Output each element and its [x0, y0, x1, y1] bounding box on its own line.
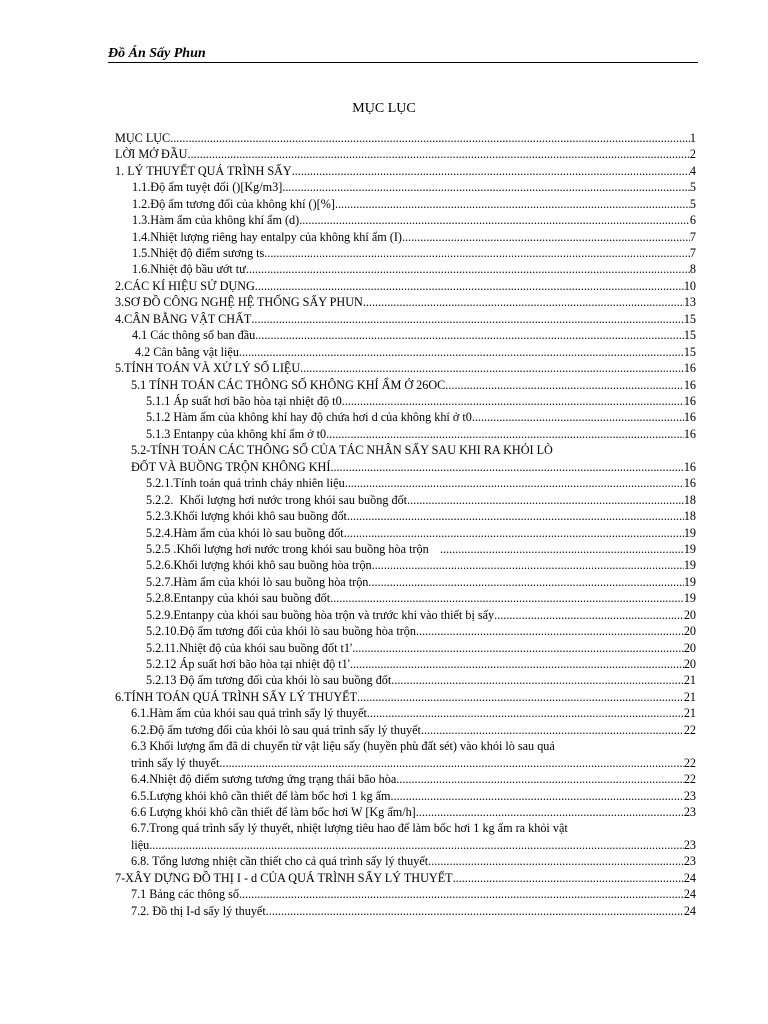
- toc-entry[interactable]: [115, 607, 696, 623]
- toc-leader-dots: [372, 557, 684, 573]
- toc-entry[interactable]: [115, 541, 696, 557]
- toc-entry-label: 6.2.Độ ẩm tương đối của khói lò sau quá trình sấy lý thuyết: [131, 722, 421, 737]
- toc-page-number: 23: [683, 804, 696, 819]
- toc-page-number: 21: [683, 673, 696, 688]
- toc-leader-dots: [255, 327, 684, 343]
- toc-entry-label: 5.2.10.Độ ẩm tương đối của khói lò sau buồng hòa trộn: [146, 624, 416, 639]
- toc-entry[interactable]: [115, 557, 696, 573]
- toc-entry[interactable]: [115, 771, 696, 787]
- toc-page-number: 22: [683, 772, 696, 787]
- toc-entry[interactable]: [115, 229, 696, 245]
- toc-entry-label: 1. LÝ THUYẾT QUÁ TRÌNH SẤY: [115, 163, 292, 178]
- toc-page-number: 16: [683, 476, 696, 491]
- toc-leader-dots: [494, 607, 684, 623]
- toc-leader-dots: [251, 311, 683, 327]
- toc-leader-dots: [416, 623, 684, 639]
- table-of-contents: [115, 130, 696, 919]
- toc-entry[interactable]: [115, 377, 696, 393]
- toc-page-number: 22: [683, 755, 696, 770]
- toc-entry-label: 7.1 Bảng các thông số: [131, 887, 239, 902]
- toc-entry[interactable]: [115, 344, 696, 360]
- toc-entry-label: 5.2.2. Khối lượng hơi nước trong khói sau buồng đốt: [146, 492, 408, 507]
- toc-leader-dots: [342, 393, 684, 409]
- toc-entry[interactable]: [115, 294, 696, 310]
- toc-entry-label: 4.2 Cân bằng vật liệu: [135, 344, 239, 359]
- toc-entry[interactable]: [115, 870, 696, 886]
- toc-leader-dots: [344, 525, 684, 541]
- toc-entry[interactable]: [115, 245, 696, 261]
- toc-entry[interactable]: [115, 475, 696, 491]
- toc-entry-label: 5.2-TÍNH TOÁN CÁC THÔNG SỐ CỦA TÁC NHÂN SẤY SAU KHI RA KHỎI LÒ: [131, 443, 553, 458]
- toc-entry[interactable]: [115, 393, 696, 409]
- toc-page-number: 7: [689, 246, 696, 261]
- toc-leader-dots: [402, 229, 690, 245]
- toc-page-number: 19: [683, 541, 696, 556]
- toc-entry[interactable]: [115, 409, 696, 425]
- toc-entry-label: 5.2.9.Entanpy của khói sau buồng hòa trộn và trước khi vào thiết bị sấy: [146, 607, 495, 622]
- toc-leader-dots: [187, 146, 689, 162]
- toc-entry[interactable]: [115, 738, 696, 771]
- toc-entry[interactable]: [115, 590, 696, 606]
- toc-entry-label: 7.2. Đồ thị I-d sấy lý thuyết: [131, 903, 266, 918]
- toc-leader-dots: [368, 574, 683, 590]
- toc-leader-dots: [391, 672, 684, 688]
- toc-page-number: 19: [683, 558, 696, 573]
- toc-leader-dots: [149, 837, 684, 853]
- toc-leader-dots: [266, 903, 684, 919]
- toc-entry[interactable]: [115, 492, 696, 508]
- toc-page-number: 21: [683, 706, 696, 721]
- toc-leader-dots: [350, 656, 684, 672]
- toc-entry[interactable]: [115, 623, 696, 639]
- toc-page-number: 21: [683, 689, 696, 704]
- toc-entry[interactable]: [115, 130, 696, 146]
- toc-page-number: 15: [683, 328, 696, 343]
- toc-page-number: 18: [683, 492, 696, 507]
- toc-page-number: 20: [683, 607, 696, 622]
- toc-entry[interactable]: [115, 196, 696, 212]
- toc-entry[interactable]: [115, 278, 696, 294]
- toc-entry[interactable]: [115, 788, 696, 804]
- toc-leader-dots: [299, 212, 690, 228]
- toc-page-number: 16: [683, 361, 696, 376]
- toc-entry-label: 6.6 Lượng khói khô cần thiết để làm bốc hơi W [Kg ẩm/h]: [131, 804, 416, 819]
- toc-entry-label: 5.TÍNH TOÁN VÀ XỬ LÝ SỐ LIỆU: [115, 361, 301, 376]
- toc-leader-dots: [421, 722, 684, 738]
- toc-entry-label: 5.1.1 Áp suất hơi bão hòa tại nhiệt độ t0: [146, 393, 342, 408]
- toc-entry-label: 1.4.Nhiệt lượng riêng hay entalpy của không khí ẩm (I): [132, 229, 402, 244]
- toc-entry-label: 5.2.11.Nhiệt độ của khói sau buồng đốt t1': [146, 640, 353, 655]
- toc-entry[interactable]: [115, 146, 696, 162]
- toc-entry-label: 7-XÂY DỰNG ĐỒ THỊ I - d CỦA QUÁ TRÌNH SẤY LÝ THUYẾT: [115, 870, 453, 885]
- toc-page-number: 22: [683, 722, 696, 737]
- toc-entry[interactable]: [115, 574, 696, 590]
- toc-entry[interactable]: [115, 442, 696, 475]
- toc-page-number: 24: [683, 903, 696, 918]
- toc-entry-label: MỤC LỤC: [115, 130, 171, 145]
- toc-entry[interactable]: [115, 426, 696, 442]
- toc-entry[interactable]: [115, 508, 696, 524]
- toc-page-number: 15: [683, 311, 696, 326]
- toc-entry-label: 6.3 Khối lượng ẩm đã di chuyển từ vật liệu sấy (huyền phù đất sét) vào khói lò sau quá: [131, 739, 555, 754]
- toc-page-number: 19: [683, 525, 696, 540]
- toc-leader-dots: [246, 261, 690, 277]
- toc-entry-label: 5.2.4.Hàm ẩm của khói lò sau buồng đốt: [146, 525, 344, 540]
- toc-leader-dots: [357, 689, 684, 705]
- toc-entry-label: 5.2.1.Tính toán quá trình cháy nhiên liệu: [146, 476, 345, 491]
- toc-leader-dots: [170, 130, 690, 146]
- toc-page-number: 13: [683, 295, 696, 310]
- toc-page-number: 20: [683, 657, 696, 672]
- toc-entry-label: 6.7.Trong quá trình sấy lý thuyết, nhiệt lượng tiêu hao để làm bốc hơi 1 kg ẩm ra khỏi vật: [131, 821, 568, 836]
- toc-entry[interactable]: [115, 360, 696, 376]
- toc-leader-dots: [367, 705, 684, 721]
- toc-page-number: 6: [689, 213, 696, 228]
- toc-leader-dots: [440, 541, 684, 557]
- toc-entry-label: 5.2.3.Khối lượng khói khô sau buồng đốt: [146, 509, 347, 524]
- toc-entry-label: 6.TÍNH TOÁN QUÁ TRÌNH SẤY LÝ THUYẾT: [115, 689, 358, 704]
- toc-leader-dots: [445, 377, 684, 393]
- toc-entry[interactable]: [115, 705, 696, 721]
- toc-page-number: 16: [683, 393, 696, 408]
- toc-entry-label: 4.CÂN BẰNG VẬT CHẤT: [115, 311, 252, 326]
- toc-leader-dots: [282, 179, 690, 195]
- toc-entry-label: 6.8. Tổng lương nhiệt cần thiết cho cả quá trình sấy lý thuyết: [131, 854, 429, 869]
- toc-page-number: 16: [683, 377, 696, 392]
- toc-entry-label: 1.6.Nhiệt độ bầu ướt tư: [132, 262, 246, 277]
- toc-entry-label: 6.1.Hàm ẩm của khói sau quá trình sấy lý thuyết: [131, 706, 367, 721]
- toc-page-number: 7: [689, 229, 696, 244]
- toc-page-number: 24: [683, 870, 696, 885]
- toc-leader-dots: [219, 755, 683, 771]
- toc-entry-label: 5.2.13 Độ ẩm tương đối của khói lò sau buồng đốt: [146, 673, 392, 688]
- toc-page-number: 2: [689, 147, 696, 162]
- toc-entry[interactable]: [115, 212, 696, 228]
- toc-entry[interactable]: [115, 689, 696, 705]
- toc-leader-dots: [352, 640, 684, 656]
- toc-entry[interactable]: [115, 722, 696, 738]
- toc-leader-dots: [239, 886, 684, 902]
- toc-entry-label: 5.2.12 Áp suất hơi bão hòa tại nhiệt độ t1': [146, 657, 350, 672]
- toc-page-number: 16: [683, 426, 696, 441]
- toc-leader-dots: [326, 426, 684, 442]
- toc-entry-label: 1.1.Độ ẩm tuyệt đối ()[Kg/m3]: [132, 180, 283, 195]
- toc-entry-label-cont: liệu: [131, 837, 150, 852]
- toc-entry-label-cont: ĐỐT VÀ BUỒNG TRỘN KHÔNG KHÍ: [131, 459, 331, 474]
- toc-entry[interactable]: [115, 903, 696, 919]
- toc-entry[interactable]: [115, 311, 696, 327]
- toc-entry-label: 3.SƠ ĐỒ CÔNG NGHỆ HỆ THỐNG SẤY PHUN: [115, 295, 363, 310]
- toc-leader-dots: [239, 344, 684, 360]
- toc-page-number: 4: [689, 163, 696, 178]
- toc-leader-dots: [396, 771, 684, 787]
- toc-leader-dots: [407, 492, 684, 508]
- toc-entry[interactable]: [115, 327, 696, 343]
- toc-leader-dots: [428, 853, 684, 869]
- toc-leader-dots: [292, 163, 690, 179]
- toc-entry[interactable]: [115, 886, 696, 902]
- toc-page-number: 1: [689, 130, 696, 145]
- header-title: Đồ Án Sấy Phun: [108, 46, 206, 61]
- toc-entry[interactable]: [115, 163, 696, 179]
- toc-entry-label: 1.3.Hàm ẩm của không khí ẩm (d): [132, 213, 300, 228]
- toc-page-number: 19: [683, 591, 696, 606]
- toc-page-number: 16: [683, 410, 696, 425]
- toc-entry[interactable]: [115, 672, 696, 688]
- toc-entry-label: 5.1.2 Hàm ẩm của không khí hay độ chứa hơi d của không khí ở t0: [146, 410, 472, 425]
- toc-page-number: 20: [683, 640, 696, 655]
- toc-entry[interactable]: [115, 262, 696, 278]
- toc-entry[interactable]: [115, 820, 696, 853]
- toc-leader-dots: [472, 409, 684, 425]
- header-rule: [108, 62, 698, 63]
- toc-leader-dots: [300, 360, 684, 376]
- toc-leader-dots: [330, 459, 683, 475]
- toc-entry-label: 1.2.Độ ẩm tương đối của không khí ()[%]: [132, 196, 335, 211]
- toc-page-number: 8: [689, 262, 696, 277]
- toc-page-number: 10: [683, 278, 696, 293]
- toc-page-number: 23: [683, 788, 696, 803]
- toc-page-number: 5: [689, 180, 696, 195]
- page-header: [108, 44, 698, 68]
- toc-page-number: 5: [689, 196, 696, 211]
- toc-page-number: 20: [683, 624, 696, 639]
- toc-entry-label: 5.2.5 .Khối lượng hơi nước trong khói sau buồng hòa trộn: [146, 541, 429, 556]
- toc-entry[interactable]: [115, 525, 696, 541]
- toc-entry-label: 5.1 TÍNH TOÁN CÁC THÔNG SỐ KHÔNG KHÍ ẨM Ở 26OC: [131, 377, 446, 392]
- toc-entry-label: 2.CÁC KÍ HIỆU SỬ DỤNG: [115, 278, 255, 293]
- toc-entry-label: 5.1.3 Entanpy của không khí ẩm ở t0: [146, 426, 327, 441]
- toc-entry-label-cont: trình sấy lý thuyết: [131, 755, 220, 770]
- toc-page-number: 18: [683, 509, 696, 524]
- toc-entry-label: 5.2.6.Khối lượng khói khô sau buồng hòa trộn: [146, 558, 372, 573]
- toc-leader-dots: [255, 278, 684, 294]
- toc-page-number: 16: [683, 459, 696, 474]
- toc-entry[interactable]: [115, 179, 696, 195]
- toc-leader-dots: [416, 804, 684, 820]
- toc-entry[interactable]: [115, 804, 696, 820]
- toc-leader-dots: [453, 870, 684, 886]
- toc-leader-dots: [264, 245, 690, 261]
- toc-entry-label: 5.2.7.Hàm ẩm của khói lò sau buồng hòa trộn: [146, 574, 369, 589]
- toc-entry[interactable]: [115, 640, 696, 656]
- toc-entry-label: 1.5.Nhiệt độ điểm sương ts: [132, 246, 265, 261]
- toc-entry-label: 6.5.Lượng khói khô cần thiết để làm bốc hơi 1 kg ẩm: [131, 788, 391, 803]
- toc-entry-label: 6.4.Nhiệt độ điểm sương tương ứng trạng thái bão hòa: [131, 772, 397, 787]
- toc-entry-label: LỜI MỞ ĐẦU: [115, 147, 188, 162]
- toc-leader-dots: [345, 475, 684, 491]
- toc-entry-label: 5.2.8.Entanpy của khói sau buồng đốt: [146, 591, 331, 606]
- toc-page-number: 24: [683, 887, 696, 902]
- toc-title: MỤC LỤC: [352, 101, 416, 116]
- toc-page-number: 19: [683, 574, 696, 589]
- toc-leader-dots: [330, 590, 684, 606]
- toc-page-number: 23: [683, 854, 696, 869]
- toc-entry[interactable]: [115, 656, 696, 672]
- toc-page-number: 15: [683, 344, 696, 359]
- toc-leader-dots: [347, 508, 684, 524]
- toc-entry[interactable]: [115, 853, 696, 869]
- toc-page-number: 23: [683, 837, 696, 852]
- toc-leader-dots: [335, 196, 690, 212]
- toc-leader-dots: [390, 788, 683, 804]
- toc-leader-dots: [363, 294, 684, 310]
- toc-entry-label: 4.1 Các thông số ban đầu: [132, 328, 256, 343]
